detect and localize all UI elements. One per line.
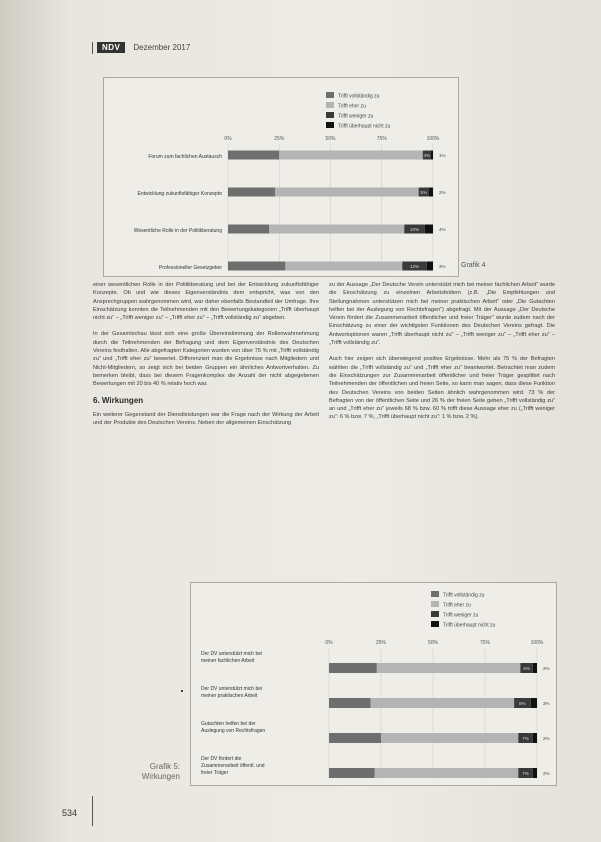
data-label: 5% [420, 190, 428, 195]
x-tick-label: 100% [426, 136, 440, 142]
bar-segment [425, 225, 433, 234]
legend-label: Trifft weniger zu [443, 612, 479, 619]
legend-swatch [431, 601, 439, 607]
chart-1-box [103, 77, 459, 277]
data-label: 8% [519, 701, 526, 706]
text-column-1 [93, 281, 319, 435]
page-number: 534 [62, 808, 78, 818]
bar-segment [275, 188, 419, 197]
bar-segment [371, 698, 515, 708]
bar-segment [377, 663, 521, 673]
legend-swatch [431, 621, 439, 627]
x-tick-label: 75% [479, 640, 491, 646]
x-tick-label: 25% [375, 640, 387, 646]
legend-label: Trifft überhaupt nicht zu [443, 622, 496, 629]
category-label: meiner praktischen Arbeit [201, 693, 258, 699]
legend-swatch [431, 591, 439, 597]
bar-segment [533, 768, 537, 778]
legend-label: Trifft vollständig zu [338, 93, 380, 100]
paragraph: In der Gesamtschau lässt sich eine große Übereinstimmung der Rollenwahrnehmung durch die Teilnehmenden der Befragung und dem Eigenverständnis des Deutschen Vereins festhalten. Alle abgefragten Kategorien wurden von über 75 % mit „Trifft vollständig zu“ und „Trifft eher zu“ bewertet. Differenziert man die Ergebnisse nach Mitgliedern und Nicht-Mitgliedern, so zeigt sich bei beiden Gruppen ein ähnliches Antwortverhalten. Zu bemerken bleibt, dass bei diesem Fragenkomplex die Anzahl der nicht abgegebenen Bewertungen mit 20 bis 40 % relativ hoch war. [93, 331, 319, 388]
data-label: 3% [439, 264, 446, 269]
paragraph: Auch hier zeigen sich überwiegend positive Ergebnisse. Mehr als 75 % der Befragten wählten die „Trifft vollständig zu“ und „Trifft eher zu“ beantwortet. Betrachtet man zudem die Einschätzungen zur Zusammenarbeit öffentlicher und freier Träger gesplittet nach Teilnehmenden der öffentlichen und freien Seite, so kann man sagen, dass diese Funktion des Deutschen Vereins von beiden Seiten ähnlich wahrgenommen wird. 73 % der Befragten von der öffentlichen Seite und 26 % der freien Seite geben „Trifft vollständig zu“ an und „Trifft eher zu“ jeweils 68 % bzw. 60 % trifft diese Aussage eher zu („Trifft weniger zu“: 6 % bzw. 7 %, „Trifft überhaupt nicht zu“: 1 % bzw. 2 %). [329, 356, 555, 421]
running-header [97, 40, 190, 54]
data-label: 4% [439, 227, 446, 232]
legend-label: Trifft eher zu [338, 103, 366, 110]
bar-segment [429, 188, 433, 197]
paragraph: Ein weiterer Gegenstand der Dienstleistungen war die Frage nach der Wirkung der Arbeit und der Produkte des Deutschen Vereins. Neben der allgemeinen Einschätzung [93, 411, 319, 427]
chart-2 [191, 583, 556, 785]
category-label: Der DV unterstützt mich bei [201, 651, 263, 657]
bar-segment [531, 698, 537, 708]
data-label: 2% [543, 666, 550, 671]
data-label: 2% [543, 736, 550, 741]
legend-label: Trifft eher zu [443, 602, 471, 609]
legend-swatch [431, 611, 439, 617]
data-label: 7% [522, 771, 529, 776]
margin-mark [181, 690, 183, 692]
chart-2-box [190, 582, 557, 786]
chart-2-caption: Grafik 5: Wirkungen [141, 762, 180, 781]
data-label: 2% [439, 190, 446, 195]
data-label: 2% [543, 771, 550, 776]
bar-segment [329, 733, 381, 743]
section-heading: 6. Wirkungen [93, 395, 144, 405]
legend-swatch [326, 122, 334, 128]
x-tick-label: 0% [325, 640, 333, 646]
category-label: Forum zum fachlichen Austausch [148, 154, 222, 160]
x-tick-label: 0% [224, 136, 232, 142]
data-label: 3% [543, 701, 550, 706]
legend-label: Trifft vollständig zu [443, 592, 485, 599]
bar-segment [228, 225, 269, 234]
bar-segment [285, 262, 402, 271]
x-tick-label: 50% [325, 136, 336, 142]
bar-segment [269, 225, 404, 234]
category-label: Gutachten helfen bei der [201, 721, 256, 727]
category-label: Wesentliche Rolle in der Politikberatung [133, 228, 222, 234]
bar-segment [329, 698, 371, 708]
data-label: 7% [522, 736, 529, 741]
bar-segment [427, 262, 433, 271]
category-label: Auslegung von Rechtsfragen [201, 728, 266, 734]
data-label: 4% [423, 153, 431, 158]
bar-segment [329, 768, 375, 778]
paragraph: einer wesentlichen Rolle in der Politikberatung und bei der Entwicklung zukunftsfähiger Konzepte. Ob und wie dieses Eigenverständnis dem entspricht, was von den Ansprechgruppen wahrgenommen wird, war daher ebenfalls Bestandteil der Umfrage. Ihre Einschätzung konnten die Teilnehmenden mit den Bewertungskategorien „Trifft überhaupt nicht zu“ – „Trifft weniger zu“ – „Trifft eher zu“ – „Trifft vollständig zu“ abgeben. [93, 282, 319, 322]
data-label: 10% [410, 227, 420, 232]
journal-tag: NDV [97, 42, 125, 53]
category-label: Professioneller Gesetzgeber [158, 265, 222, 271]
paragraph: zu der Aussage „Der Deutsche Verein unterstützt mich bei meiner fachlichen Arbeit“ wurde die Einschätzung zu einzelnen Arbeitsfeldern (z.B. „Die Empfehlungen und Stellungnahmen unterstützen mich bei meiner praktischen Arbeit“ oder „Die Gutachten helfen bei der Auslegung von Rechtsfragen“) abgefragt. Mit der Aussage „Der Deutsche Verein fördert die Zusammenarbeit öffentlicher und freier Träger“ wurde zudem nach der Einschätzung zu einer der wichtigsten Funktionen des Deutschen Vereins gefragt. Die Antwortoptionen waren „Trifft überhaupt nicht zu“ – „Trifft weniger zu“ – „Trifft eher zu“ – „Trifft vollständig zu“. [329, 282, 555, 347]
legend-label: Trifft überhaupt nicht zu [338, 123, 391, 130]
category-label: freier Träger [201, 770, 229, 776]
legend-swatch [326, 102, 334, 108]
data-label: 1% [439, 153, 446, 158]
bar-segment [381, 733, 518, 743]
chart-1-caption: Grafik 4 [461, 262, 486, 269]
legend-label: Trifft weniger zu [338, 113, 374, 120]
category-label: Zusammenarbeit öffentl. und [201, 763, 265, 769]
bar-segment [375, 768, 519, 778]
issue-date: Dezember 2017 [133, 42, 191, 52]
bar-segment [228, 151, 279, 160]
bar-segment [279, 151, 423, 160]
footer-rule [92, 796, 93, 826]
legend-swatch [326, 112, 334, 118]
bar-segment [228, 188, 275, 197]
data-label: 12% [410, 264, 420, 269]
category-label: Der DV unterstützt mich bei [201, 686, 263, 692]
bar-segment [533, 733, 537, 743]
bar-segment [533, 663, 537, 673]
category-label: Der DV fördert die [201, 756, 242, 762]
bar-segment [431, 151, 433, 160]
x-tick-label: 75% [376, 136, 387, 142]
bar-segment [329, 663, 377, 673]
category-label: meiner fachlichen Arbeit [201, 658, 255, 664]
text-column-2 [329, 281, 555, 430]
legend-swatch [326, 92, 334, 98]
data-label: 6% [523, 666, 530, 671]
chart-1 [104, 78, 458, 276]
header-rule [92, 42, 93, 54]
x-tick-label: 100% [530, 640, 544, 646]
x-tick-label: 25% [274, 136, 285, 142]
x-tick-label: 50% [427, 640, 439, 646]
bar-segment [228, 262, 285, 271]
category-label: Entwicklung zukunftsfähiger Konzepte [137, 191, 222, 197]
